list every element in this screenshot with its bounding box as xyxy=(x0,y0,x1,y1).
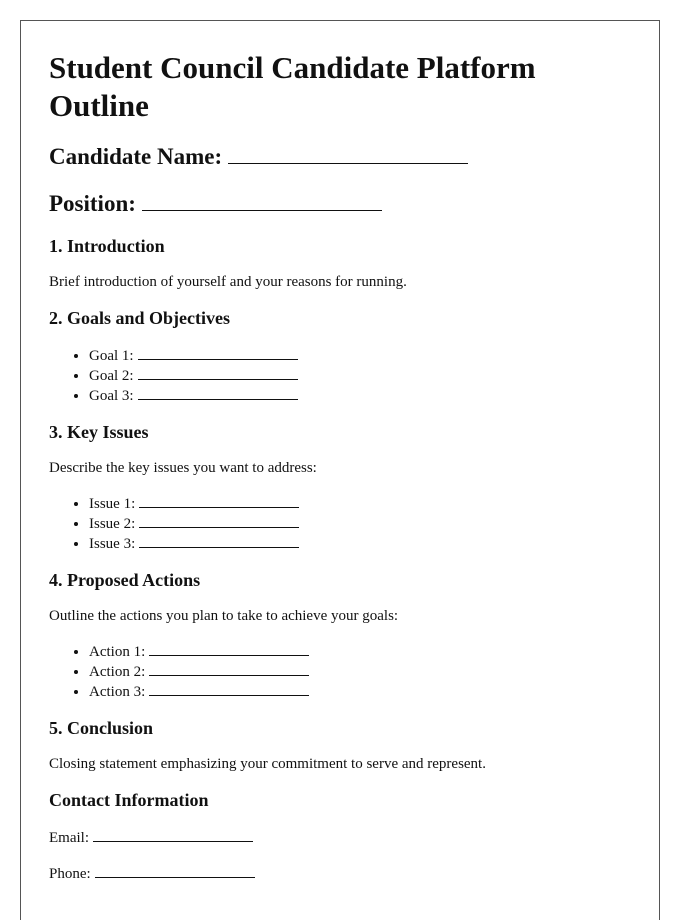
goal-label: Goal 3: xyxy=(89,388,134,404)
action-item xyxy=(89,681,631,701)
goals-list xyxy=(49,345,631,405)
goal-blank[interactable] xyxy=(138,385,298,400)
goal-item xyxy=(89,345,631,365)
actions-heading: 4. Proposed Actions xyxy=(49,570,201,590)
goals-heading: 2. Goals and Objectives xyxy=(49,308,231,328)
position-field xyxy=(49,188,631,218)
action-label: Action 1: xyxy=(89,644,146,660)
contact-heading: Contact Information xyxy=(49,790,209,810)
phone-blank[interactable] xyxy=(95,863,255,878)
issue-item xyxy=(89,513,631,533)
page-title: Student Council Candidate Platform Outline xyxy=(49,50,536,123)
goal-label: Goal 1: xyxy=(89,348,134,364)
phone-field xyxy=(49,863,631,883)
goal-blank[interactable] xyxy=(138,365,298,380)
issue-blank[interactable] xyxy=(139,513,299,528)
position-blank[interactable] xyxy=(142,188,382,211)
issue-item xyxy=(89,533,631,553)
goal-item xyxy=(89,365,631,385)
introduction-heading: 1. Introduction xyxy=(49,236,165,256)
issue-blank[interactable] xyxy=(139,493,299,508)
issues-heading: 3. Key Issues xyxy=(49,422,149,442)
email-label: Email: xyxy=(49,830,89,846)
candidate-name-label: Candidate Name: xyxy=(49,144,223,169)
issue-label: Issue 3: xyxy=(89,536,136,552)
conclusion-heading: 5. Conclusion xyxy=(49,718,154,738)
introduction-text: Brief introduction of yourself and your reasons for running. xyxy=(49,274,407,290)
action-blank[interactable] xyxy=(149,681,309,696)
email-blank[interactable] xyxy=(93,827,253,842)
issue-label: Issue 1: xyxy=(89,496,136,512)
action-blank[interactable] xyxy=(149,661,309,676)
issues-list xyxy=(49,493,631,553)
candidate-name-blank[interactable] xyxy=(228,141,468,164)
action-label: Action 2: xyxy=(89,664,146,680)
issue-label: Issue 2: xyxy=(89,516,136,532)
issues-text: Describe the key issues you want to address: xyxy=(49,460,317,476)
goal-label: Goal 2: xyxy=(89,368,134,384)
issue-blank[interactable] xyxy=(139,533,299,548)
action-label: Action 3: xyxy=(89,684,146,700)
action-blank[interactable] xyxy=(149,641,309,656)
action-item xyxy=(89,641,631,661)
candidate-name-field xyxy=(49,141,631,171)
actions-text: Outline the actions you plan to take to achieve your goals: xyxy=(49,608,399,624)
goal-blank[interactable] xyxy=(138,345,298,360)
issue-item xyxy=(89,493,631,513)
email-field xyxy=(49,827,631,847)
phone-label: Phone: xyxy=(49,866,91,882)
conclusion-text: Closing statement emphasizing your commitment to serve and represent. xyxy=(49,756,486,772)
action-item xyxy=(89,661,631,681)
position-label: Position: xyxy=(49,191,136,216)
goal-item xyxy=(89,385,631,405)
document-page xyxy=(20,20,660,920)
actions-list xyxy=(49,641,631,701)
